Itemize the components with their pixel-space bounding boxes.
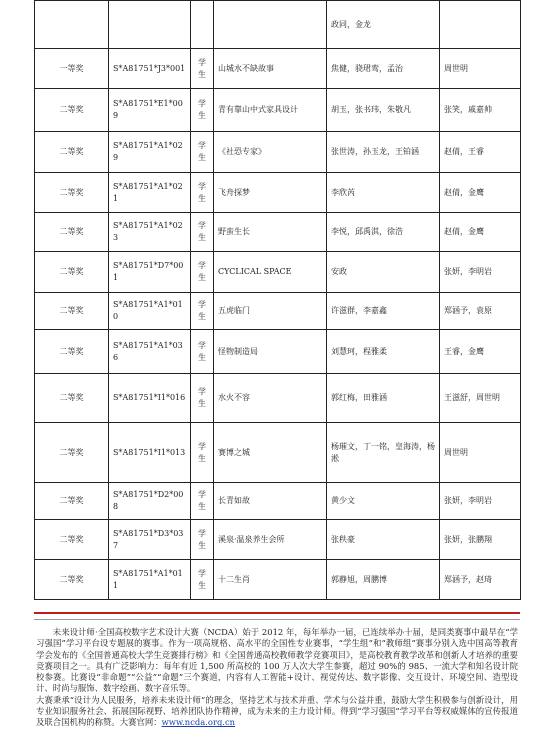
cell-teacher: 张妍，李明岩 (440, 483, 521, 520)
table-row (35, 252, 521, 293)
table-row (35, 483, 521, 520)
cell-code: S*A81751*A1*021 (109, 173, 191, 213)
cell-authors: 李欣芮 (327, 173, 440, 213)
cell-teacher: 郑涵予，赵琦 (440, 560, 521, 600)
cell-code: S*A81751*D7*001 (109, 252, 191, 293)
cell-teacher: 王滋舒，周世明 (440, 374, 521, 423)
cell-prize: 二等奖 (35, 560, 109, 600)
cell-authors: 杨璀文，丁一铭，皇海涛，杨淞 (327, 423, 440, 483)
cell-type: 学生 (191, 293, 214, 330)
cell-prize: 二等奖 (35, 89, 109, 132)
cell-teacher: 张妍，张鹏翔 (440, 520, 521, 560)
cell-type: 学生 (191, 560, 214, 600)
cell-prize: 二等奖 (35, 374, 109, 423)
red-divider (34, 612, 520, 614)
intro-paragraph-2 (36, 695, 518, 729)
cell-teacher: 周世明 (440, 49, 521, 89)
intro-paragraph-1: 未来设计师·全国高校数字艺术设计大赛（NCDA）始于 2012 年，每年举办一届，已连续举办十届，是同类赛事中最早在“学习强国”学习平台设专题展的赛事。作为一项高规格、高水平的全国性专业赛事，“学生组”和“教师组”赛事分别入选中国高等教育学会发布的《全国普通高校大学生竞赛排行榜》和《全国普通高校教师教学竞赛项目》，是高校教育教学改革和创新人才培养的重要竞赛项目之一。具有广泛影响力：每年有近 1,500 所高校的 100 万人次大学生参赛，超过 90%的 985、一流大学和知名设计院校参赛。比赛设“非命题”“公益”“命题”三个赛道，内容有人工智能+设计、视觉传达、数字影像、交互设计、环境空间、造型设计、时尚与服饰、数字绘画、数字音乐等。 (36, 627, 518, 694)
cell-authors: 张秩豪 (327, 520, 440, 560)
cell-work: 水火不容 (214, 374, 327, 423)
cell-prize: 二等奖 (35, 252, 109, 293)
awards-table-body (35, 1, 521, 600)
cell-prize: 二等奖 (35, 132, 109, 173)
cell-teacher: 周世明 (440, 423, 521, 483)
cell-teacher (440, 1, 521, 49)
cell-type: 学生 (191, 252, 214, 293)
cell-code: S*A81751*A1*023 (109, 213, 191, 252)
cell-authors: 胡玉，张书玮，朱敬凡 (327, 89, 440, 132)
cell-authors: 李悦，邱禹淇，徐浩 (327, 213, 440, 252)
cell-work: 山城水不缺故事 (214, 49, 327, 89)
table-row (35, 132, 521, 173)
cell-authors: 郭静旭，周鹏博 (327, 560, 440, 600)
cell-prize: 二等奖 (35, 330, 109, 374)
cell-prize: 二等奖 (35, 423, 109, 483)
cell-code: S*A81751*A1*036 (109, 330, 191, 374)
cell-authors: 安政 (327, 252, 440, 293)
cell-prize: 二等奖 (35, 483, 109, 520)
cell-authors: 刘慧珂，程雅柔 (327, 330, 440, 374)
table-row (35, 423, 521, 483)
cell-prize: 二等奖 (35, 213, 109, 252)
intro-paragraph-2-text: 大赛秉承“设计为人民服务，培养未来设计师”的理念，坚持艺术与技术并重、学术与公益并重，鼓励大学生积极参与创新设计，用专业知识服务社会、拓展国际视野、培养团队协作精神，成为未来的主力设计师。得到“学习强国”学习平台等权威媒体的宣传报道及联合国机构的称赞。大赛官网： (36, 694, 518, 728)
table-row (35, 173, 521, 213)
cell-work: 野蛮生长 (214, 213, 327, 252)
table-row (35, 293, 521, 330)
cell-type (191, 1, 214, 49)
cell-type: 学生 (191, 173, 214, 213)
cell-teacher: 王睿，金鹰 (440, 330, 521, 374)
table-row (35, 213, 521, 252)
cell-teacher: 赵倩，王睿 (440, 132, 521, 173)
cell-work: 青有靠山中式家具设计 (214, 89, 327, 132)
cell-authors: 焦健，骁珺鸾，孟治 (327, 49, 440, 89)
cell-work: 溪泉·温泉养生会所 (214, 520, 327, 560)
cell-authors: 张世涛，孙玉龙，王铂涵 (327, 132, 440, 173)
cell-type: 学生 (191, 423, 214, 483)
cell-work (214, 1, 327, 49)
cell-work: 飞舟探梦 (214, 173, 327, 213)
cell-prize (35, 1, 109, 49)
cell-type: 学生 (191, 483, 214, 520)
table-row (35, 49, 521, 89)
cell-code: S*A81751*D2*008 (109, 483, 191, 520)
cell-work: 长青如故 (214, 483, 327, 520)
cell-type: 学生 (191, 520, 214, 560)
table-row (35, 330, 521, 374)
cell-type: 学生 (191, 49, 214, 89)
table-row (35, 1, 521, 49)
cell-code (109, 1, 191, 49)
table-row (35, 520, 521, 560)
gray-divider (34, 619, 520, 620)
cell-code: S*A81751*I1*016 (109, 374, 191, 423)
cell-code: S*A81751*A1*011 (109, 560, 191, 600)
cell-authors: 政同，金龙 (327, 1, 440, 49)
cell-authors: 黄少文 (327, 483, 440, 520)
cell-type: 学生 (191, 330, 214, 374)
cell-code: S*A81751*J3*001 (109, 49, 191, 89)
table-row (35, 89, 521, 132)
cell-authors: 郭红梅，田雅涵 (327, 374, 440, 423)
cell-teacher: 赵倩，金鹰 (440, 173, 521, 213)
cell-type: 学生 (191, 89, 214, 132)
cell-code: S*A81751*I1*013 (109, 423, 191, 483)
cell-work: 十二生肖 (214, 560, 327, 600)
cell-work: 《社恐专家》 (214, 132, 327, 173)
cell-teacher: 郑涵予，袁原 (440, 293, 521, 330)
cell-teacher: 张笑，戚嘉帅 (440, 89, 521, 132)
cell-prize: 二等奖 (35, 293, 109, 330)
cell-code: S*A81751*D3*037 (109, 520, 191, 560)
cell-prize: 二等奖 (35, 173, 109, 213)
cell-type: 学生 (191, 213, 214, 252)
cell-teacher: 赵倩，金鹰 (440, 213, 521, 252)
cell-code: S*A81751*A1*010 (109, 293, 191, 330)
cell-work: CYCLICAL SPACE (214, 252, 327, 293)
table-row (35, 374, 521, 423)
cell-work: 五虎临门 (214, 293, 327, 330)
cell-code: S*A81751*A1*029 (109, 132, 191, 173)
cell-code: S*A81751*E1*009 (109, 89, 191, 132)
cell-authors: 许滋群，李嘉鑫 (327, 293, 440, 330)
cell-prize: 二等奖 (35, 520, 109, 560)
cell-type: 学生 (191, 132, 214, 173)
cell-work: 赛博之城 (214, 423, 327, 483)
cell-type: 学生 (191, 374, 214, 423)
competition-intro (36, 627, 518, 729)
cell-teacher: 张妍，李明岩 (440, 252, 521, 293)
awards-table (34, 0, 521, 600)
cell-prize: 一等奖 (35, 49, 109, 89)
website-link[interactable]: www.ncda.org.cn (161, 717, 236, 728)
table-row (35, 560, 521, 600)
cell-work: 怪物制造局 (214, 330, 327, 374)
